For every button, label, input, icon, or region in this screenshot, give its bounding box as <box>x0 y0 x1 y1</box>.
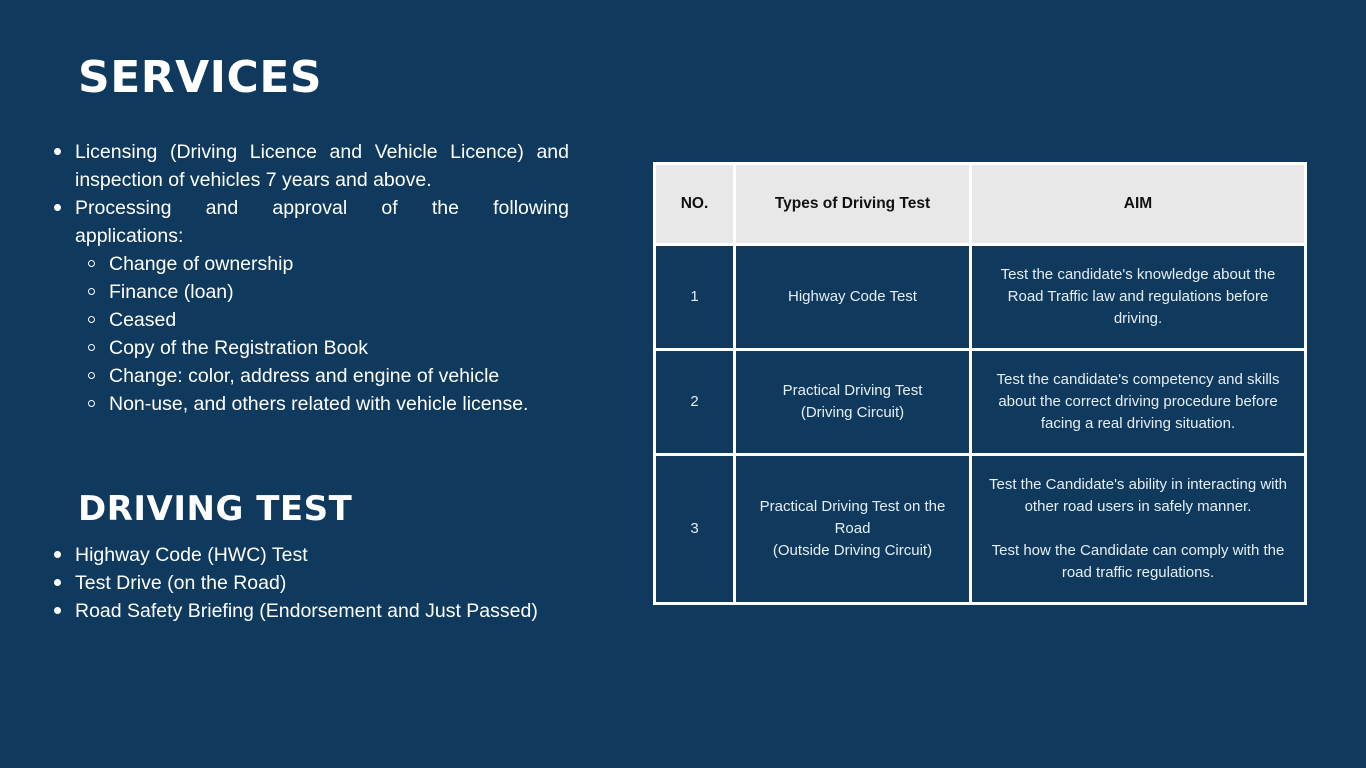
cell-no: 3 <box>655 455 735 604</box>
sublist-item: Change of ownership <box>75 250 569 278</box>
cell-aim: Test the candidate's knowledge about the Road Traffic law and regulations before driving. <box>971 245 1306 350</box>
header-no: NO. <box>655 164 735 245</box>
driving-test-table <box>653 162 1307 605</box>
sublist-item: Ceased <box>75 306 569 334</box>
cell-aim-spacer <box>986 518 1290 540</box>
cell-type-line2: (Driving Circuit) <box>800 404 905 422</box>
sublist-item: Change: color, address and engine of vehicle <box>75 362 569 390</box>
cell-type <box>735 455 971 604</box>
header-aim: AIM <box>971 164 1306 245</box>
cell-type: Highway Code Test <box>735 245 971 350</box>
list-item: Test Drive (on the Road) <box>52 569 612 597</box>
cell-type-line1: Practical Driving Test on the Road <box>759 498 946 538</box>
cell-type <box>735 350 971 455</box>
services-list <box>52 138 569 418</box>
sublist-item: Finance (loan) <box>75 278 569 306</box>
driving-test-list <box>52 541 612 625</box>
sublist-item: Copy of the Registration Book <box>75 334 569 362</box>
cell-type-line2: (Outside Driving Circuit) <box>772 542 933 560</box>
list-item-text: Processing and approval of the following <box>75 197 569 219</box>
cell-aim: Test the candidate's competency and skills about the correct driving procedure before facing a real driving situation. <box>971 350 1306 455</box>
table-row <box>655 350 1306 455</box>
cell-aim-para2: Test how the Candidate can comply with the road traffic regulations. <box>991 542 1285 582</box>
list-item: Licensing (Driving Licence and Vehicle Licence) and inspection of vehicles 7 years and above. <box>52 138 569 194</box>
sublist-item: Non-use, and others related with vehicle license. <box>75 390 569 418</box>
list-item <box>52 194 569 418</box>
cell-no: 2 <box>655 350 735 455</box>
services-title: SERVICES <box>78 52 323 103</box>
cell-no: 1 <box>655 245 735 350</box>
header-type: Types of Driving Test <box>735 164 971 245</box>
table-row <box>655 455 1306 604</box>
services-sublist <box>75 250 569 418</box>
list-item: Road Safety Briefing (Endorsement and Just Passed) <box>52 597 612 625</box>
cell-type-line1: Practical Driving Test <box>782 382 923 400</box>
table-header-row <box>655 164 1306 245</box>
cell-aim <box>971 455 1306 604</box>
list-item: Highway Code (HWC) Test <box>52 541 612 569</box>
table-row <box>655 245 1306 350</box>
driving-test-title: DRIVING TEST <box>78 489 353 529</box>
cell-aim-para1: Test the Candidate's ability in interacting with other road users in safely manner. <box>988 476 1288 516</box>
list-item-text-cont: applications: <box>75 225 184 247</box>
